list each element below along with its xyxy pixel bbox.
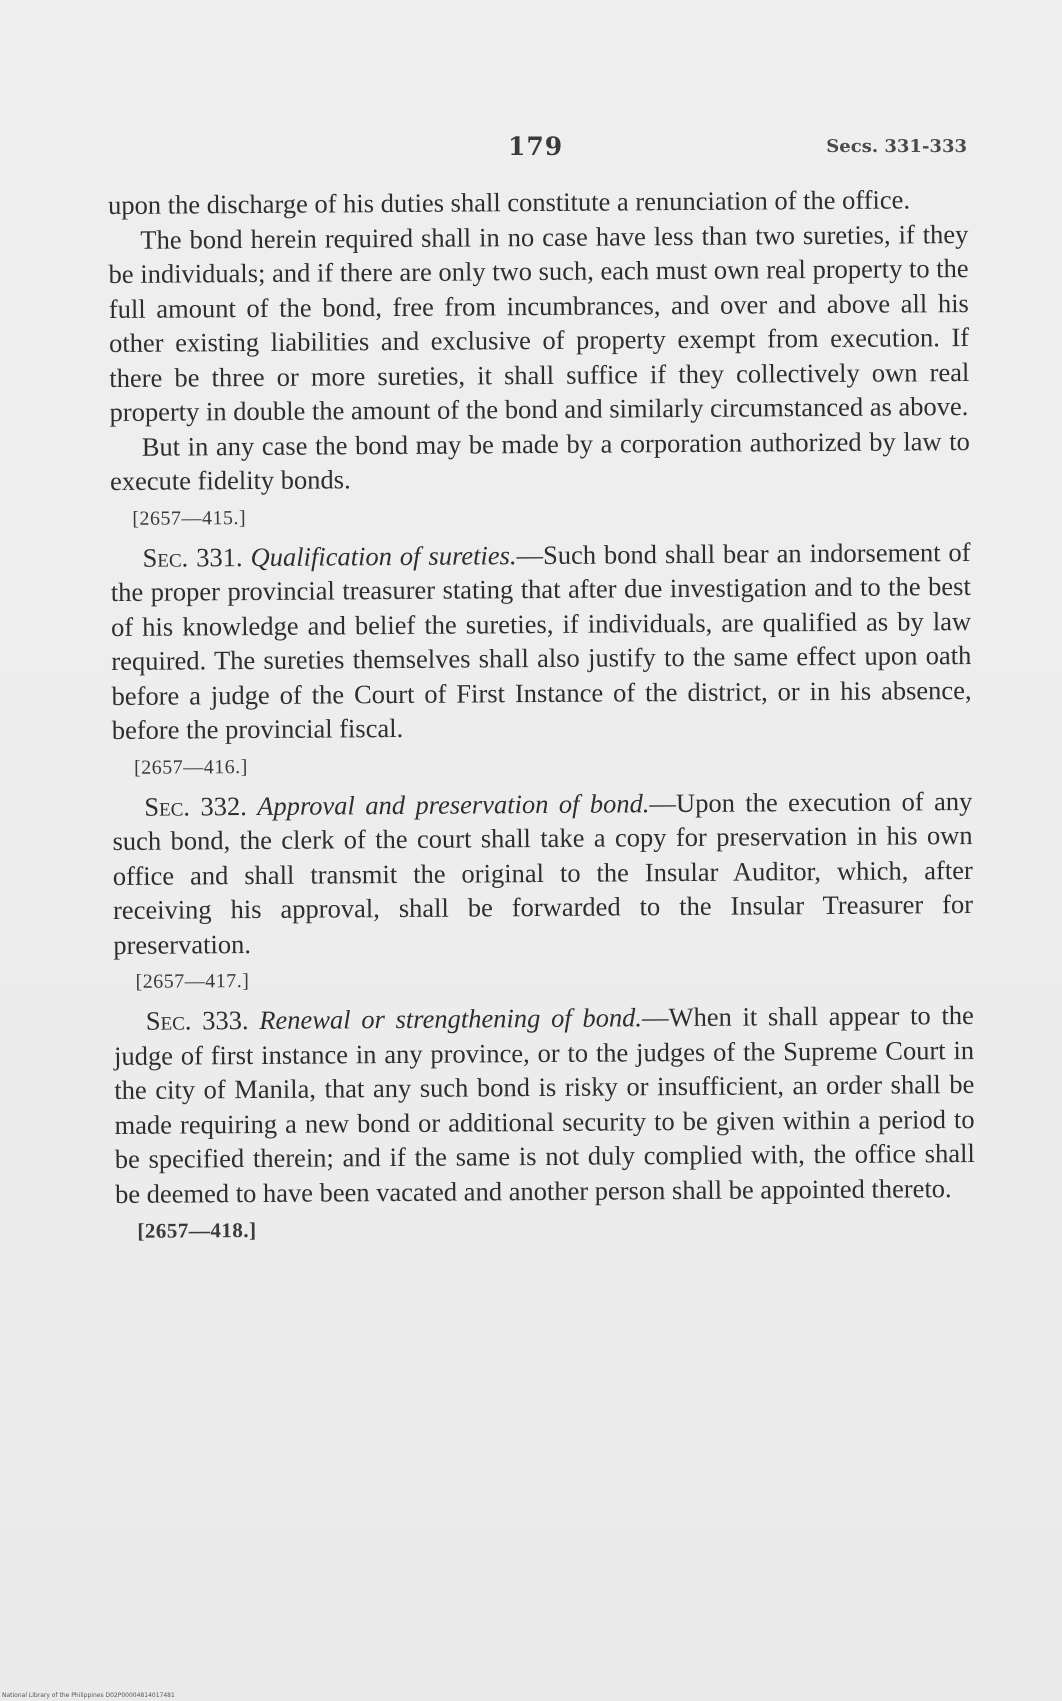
- page-header: [112, 132, 967, 172]
- page-body: [108, 182, 975, 1253]
- section-331: [110, 534, 971, 747]
- section-332-text: —Upon the execution of any such bond, the clerk of the court shall take a copy for preservation in his own office and shall transmit the original to the Insular Auditor, which, after receiving his approval, shall be forwarded to the Insular Treasurer for preservation.: [112, 785, 974, 960]
- citation-416: [2657—416.]: [133, 755, 248, 779]
- section-333-label: Sec. 333.: [145, 1005, 249, 1036]
- section-331-label: Sec. 331.: [142, 541, 243, 573]
- scan-credit: National Library of the Philippines D02P00004814017481: [2, 1692, 175, 1699]
- continuation-paragraph: upon the discharge of his duties shall constitute a renunciation of the office.: [108, 184, 911, 220]
- section-333: [114, 998, 975, 1211]
- section-332: [112, 783, 973, 961]
- section-331-text: —Such bond shall bear an indorsement of the proper provincial treasurer stating that after due investigation and to the best of his knowledge and belief the sureties, if individuals, are qualified as by law required. The sureties themselves shall also justify to the same effect upon oath before a judge of the Court of First Instance of the district, or in his absence, before the provincial fiscal.: [110, 536, 972, 745]
- citation-417: [2657—417.]: [135, 970, 250, 993]
- section-range: Secs. 331-333: [826, 136, 967, 157]
- section-331-title: Qualification of sureties.: [250, 539, 517, 572]
- page-number: 179: [508, 132, 564, 161]
- corporation-bond-paragraph: But in any case the bond may be made by a corporation authorized by law to execute fidelity bonds.: [109, 425, 970, 496]
- section-333-title: Renewal or strengthening of bond.: [259, 1002, 643, 1035]
- citation-415: [2657—415.]: [132, 506, 247, 530]
- bond-sureties-paragraph: The bond herein required shall in no case have less than two sureties, if they be individuals; and if there are only two such, each must own real property to the full amount of the bond, free from incumbrances, and over and above all his other existing liabilities and exclusive of property exempt from execution. If there be three or more sureties, it shall suffice if they collectively own real property in double the amount of the bond and similarly circumstanced as above.: [108, 218, 970, 427]
- citation-418: [2657—418.]: [137, 1217, 257, 1243]
- section-332-title: Approval and preservation of bond.: [257, 787, 650, 821]
- section-333-text: —When it shall appear to the judge of first instance in any province, or to the judges of the Supreme Court in the city of Manila, that any such bond is risky or insufficient, an order shall be made requiring a new bond or additional security to be given within a period to be specified therein; and if the same is not duly complied with, the office shall be deemed to have been vacated and another person shall be appointed thereto.: [113, 999, 975, 1209]
- section-332-label: Sec. 332.: [144, 790, 247, 822]
